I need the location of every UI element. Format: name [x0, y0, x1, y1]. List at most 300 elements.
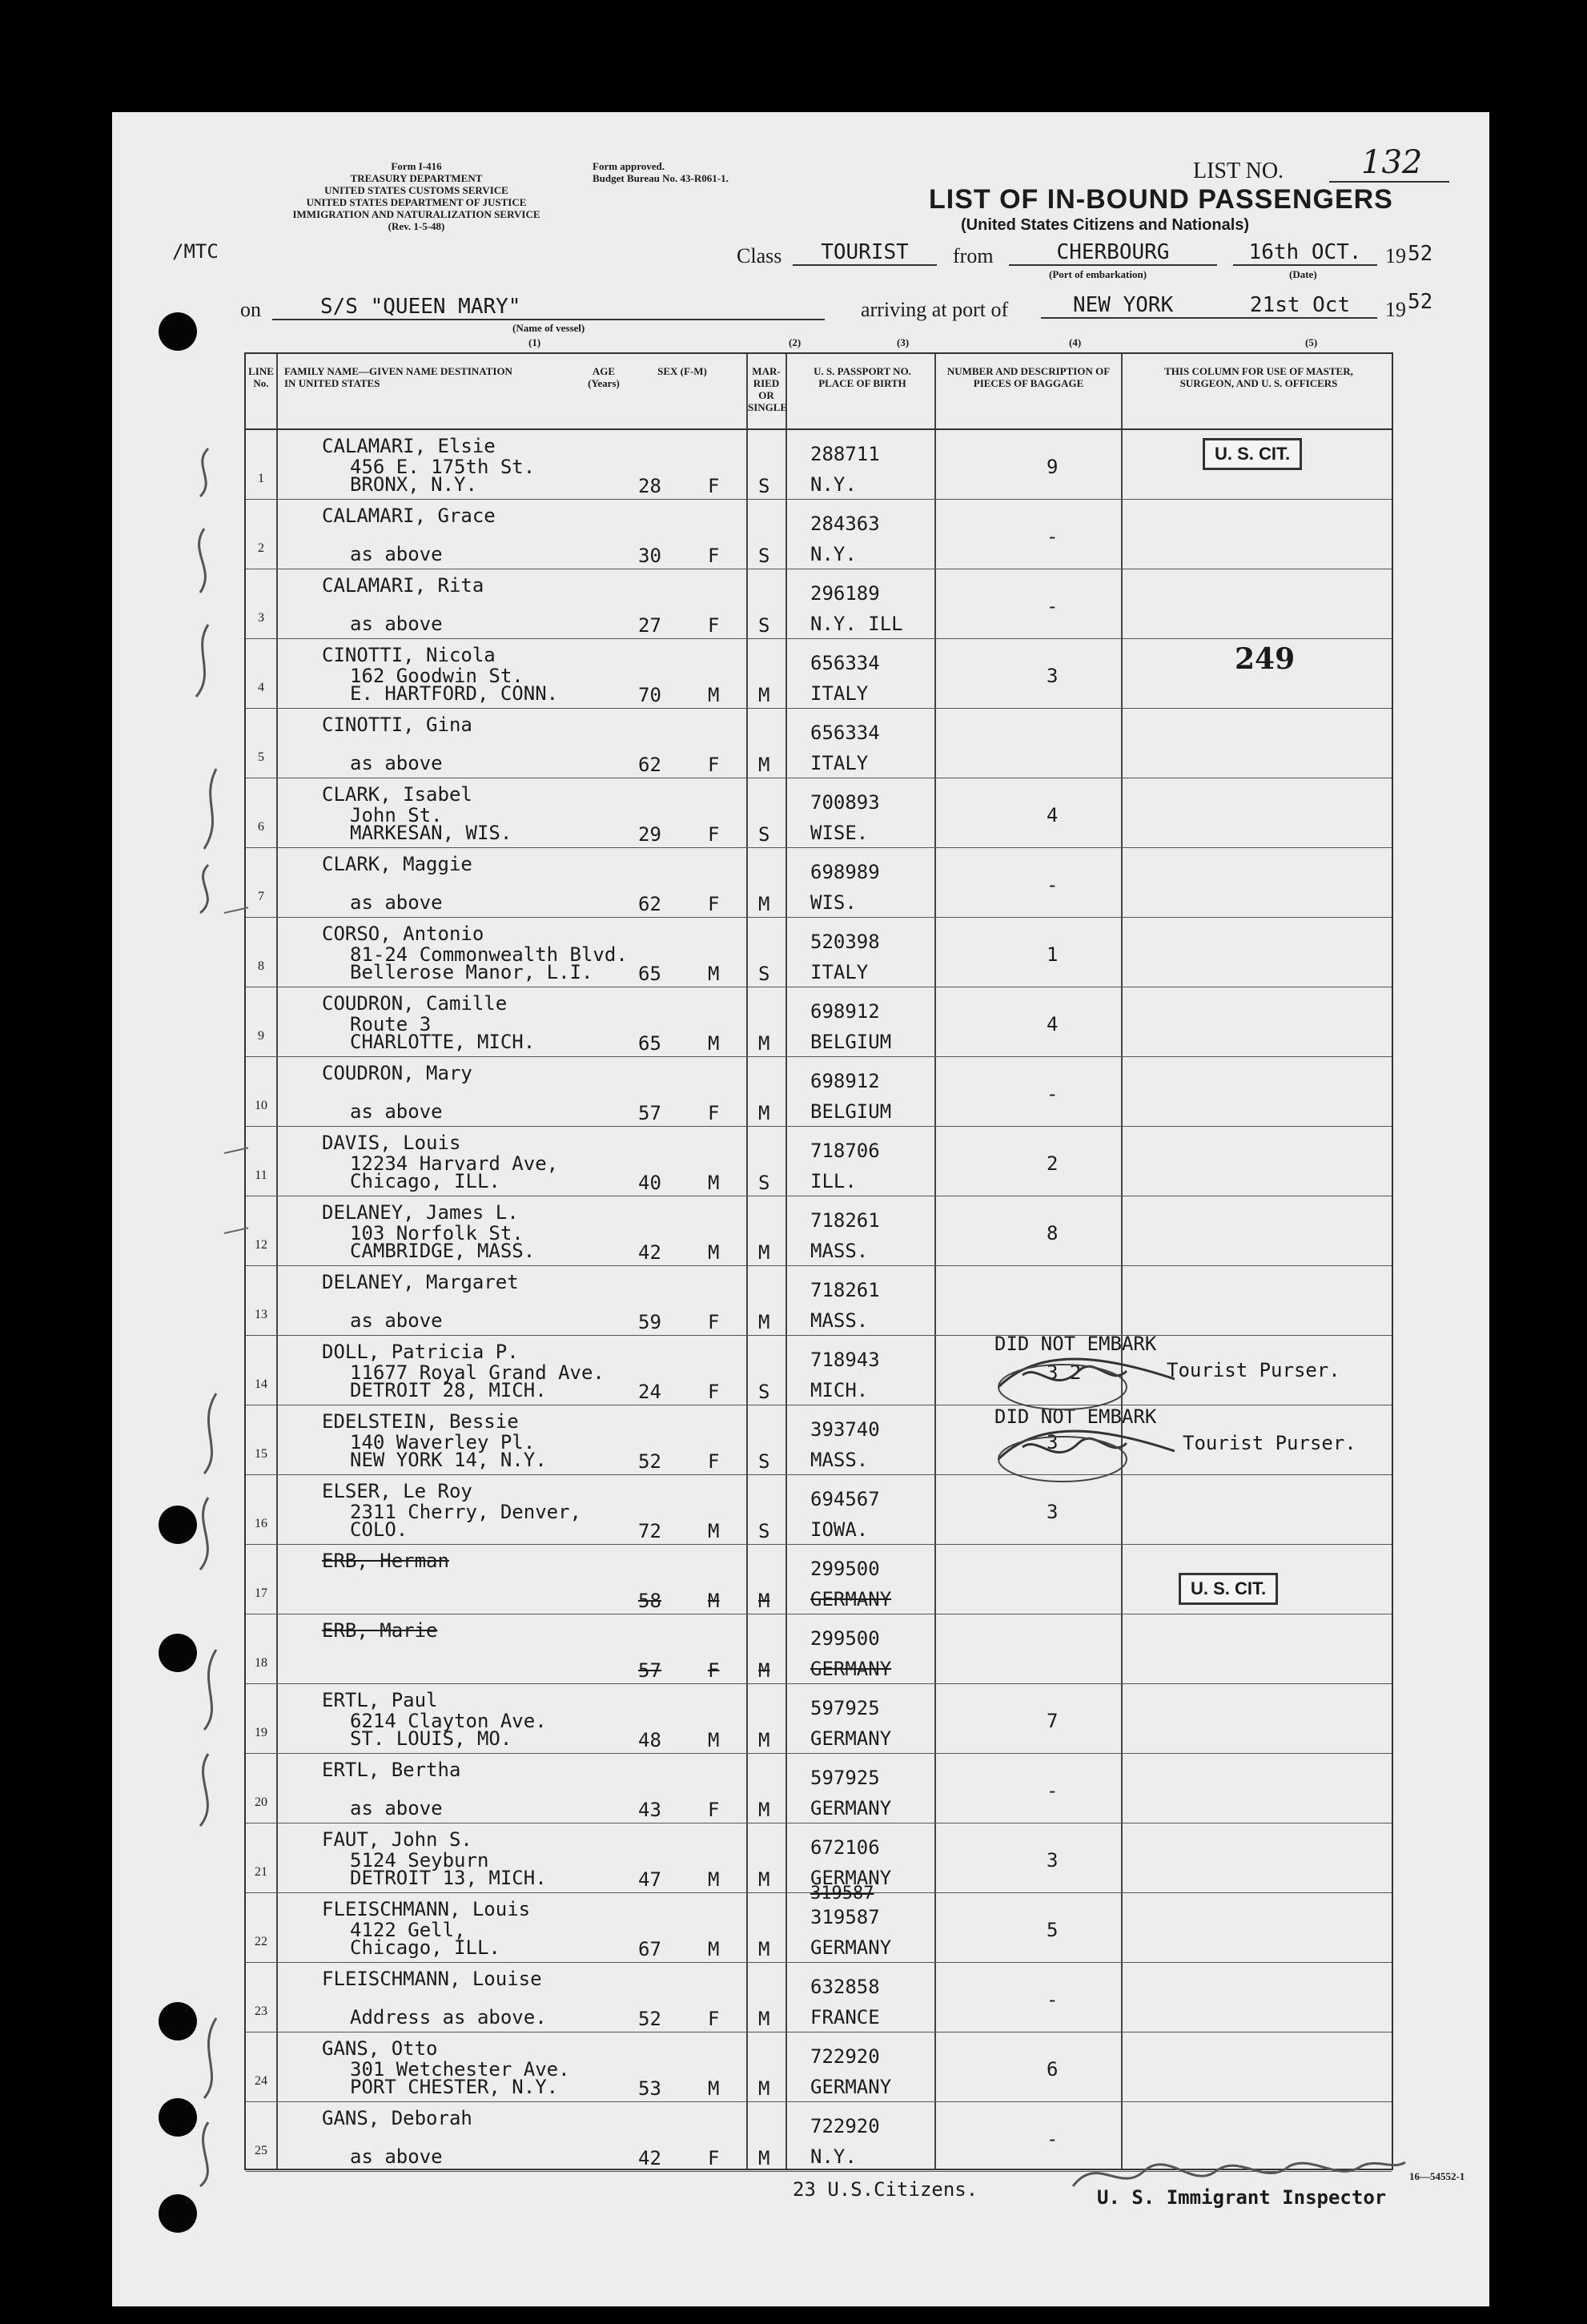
- passport-number: 296189: [810, 582, 880, 605]
- passenger-table: [244, 352, 1393, 2170]
- marital-status: M: [758, 1102, 770, 1124]
- passenger-name: DELANEY, Margaret: [322, 1271, 519, 1293]
- age-value: 40: [638, 1172, 661, 1194]
- column-ref-2: (2): [789, 336, 802, 348]
- struck-passport-number: 319587: [810, 1884, 874, 1904]
- address-street: 4122 Gell,: [350, 1919, 466, 1941]
- address-street: Route 3: [350, 1013, 432, 1035]
- class-label: Class: [737, 244, 782, 267]
- did-not-embark-note: DID NOT EMBARK: [994, 1405, 1157, 1428]
- marital-status: M: [758, 754, 770, 776]
- place-of-birth: GERMANY: [810, 1797, 892, 1819]
- year-prefix: 19: [1385, 244, 1406, 267]
- baggage-count: 7: [1047, 1710, 1059, 1732]
- port-caption: (Port of embarkation): [1049, 268, 1147, 280]
- line-number: 1: [258, 472, 264, 485]
- place-of-birth: GERMANY: [810, 1867, 892, 1889]
- passenger-name: FLEISCHMANN, Louis: [322, 1898, 531, 1920]
- port-of-embarkation: CHERBOURG: [1009, 240, 1217, 266]
- page-title: LIST OF IN-BOUND PASSENGERS: [929, 184, 1393, 215]
- us-citizen-stamp: U. S. CIT.: [1179, 1573, 1278, 1605]
- baggage-count: 3 2: [1047, 1361, 1082, 1384]
- purser-signature: [990, 1339, 1231, 1483]
- marital-status: M: [758, 1659, 770, 1682]
- address-city: Bellerose Manor, L.I.: [350, 961, 593, 983]
- on-label: on: [240, 298, 261, 321]
- passenger-name: DELANEY, James L.: [322, 1201, 519, 1224]
- marital-status: M: [758, 2147, 770, 2169]
- passenger-name: ERTL, Bertha: [322, 1759, 461, 1781]
- list-number-label: LIST NO.: [1193, 159, 1284, 183]
- marital-status: M: [758, 2077, 770, 2100]
- baggage-count: 2: [1047, 1152, 1059, 1175]
- place-of-birth: GERMANY: [810, 1588, 892, 1610]
- passenger-name: CALAMARI, Grace: [322, 505, 496, 527]
- customs-label: UNITED STATES CUSTOMS SERVICE: [324, 184, 508, 196]
- did-not-embark-note: DID NOT EMBARK: [994, 1333, 1157, 1355]
- sex-value: M: [708, 684, 720, 706]
- address-city: E. HARTFORD, CONN.: [350, 682, 559, 705]
- address-city: as above: [350, 891, 443, 914]
- vessel-name: S/S "QUEEN MARY": [272, 295, 825, 320]
- place-of-birth: WIS.: [810, 891, 857, 914]
- vessel-caption: (Name of vessel): [512, 322, 585, 334]
- place-of-birth: MASS.: [810, 1240, 869, 1262]
- address-street: 5124 Seyburn: [350, 1849, 489, 1872]
- address-street: 6214 Clayton Ave.: [350, 1710, 547, 1732]
- departure-date: 16th OCT.: [1233, 240, 1377, 266]
- address-street: 12234 Harvard Ave,: [350, 1152, 559, 1175]
- arrival-year: 52: [1408, 290, 1433, 314]
- address-city: ST. LOUIS, MO.: [350, 1727, 512, 1750]
- table-row: [246, 1893, 1392, 1963]
- baggage-count: 4: [1047, 804, 1059, 826]
- passenger-name: CORSO, Antonio: [322, 923, 484, 945]
- sex-value: F: [708, 823, 720, 846]
- age-value: 24: [638, 1381, 661, 1403]
- place-of-birth: WISE.: [810, 822, 869, 844]
- passenger-name: EDELSTEIN, Bessie: [322, 1410, 519, 1433]
- margin-handwriting: [160, 432, 248, 2194]
- place-of-birth: ILL.: [810, 1170, 857, 1192]
- address-street: 140 Waverley Pl.: [350, 1431, 536, 1454]
- passport-number: 718943: [810, 1349, 880, 1371]
- us-citizen-stamp: U. S. CIT.: [1203, 438, 1302, 470]
- table-row: [246, 1196, 1392, 1266]
- table-header: [246, 354, 1392, 430]
- place-of-birth: BELGIUM: [810, 1031, 892, 1053]
- line-number: 22: [255, 1935, 267, 1948]
- line-number: 25: [255, 2144, 267, 2157]
- passport-number: 656334: [810, 722, 880, 744]
- marital-status: M: [758, 1868, 770, 1891]
- address-city: as above: [350, 1797, 443, 1819]
- passport-number: 718261: [810, 1209, 880, 1232]
- address-city: NEW YORK 14, N.Y.: [350, 1449, 547, 1471]
- passport-number: 722920: [810, 2045, 880, 2068]
- sex-value: M: [708, 2077, 720, 2100]
- ins-label: IMMIGRATION AND NATURALIZATION SERVICE: [292, 208, 540, 220]
- address-city: PORT CHESTER, N.Y.: [350, 2076, 559, 2098]
- passport-number: 597925: [810, 1697, 880, 1719]
- address-city: DETROIT 28, MICH.: [350, 1379, 547, 1401]
- marital-status: M: [758, 1032, 770, 1055]
- age-value: 59: [638, 1311, 661, 1333]
- passenger-name: CLARK, Maggie: [322, 853, 472, 875]
- marital-status: M: [758, 1241, 770, 1264]
- passport-number: 718261: [810, 1279, 880, 1301]
- sex-value: M: [708, 1241, 720, 1264]
- passport-number: 694567: [810, 1488, 880, 1510]
- approval-block: [593, 160, 833, 184]
- sex-value: F: [708, 1659, 720, 1682]
- sex-value: F: [708, 1799, 720, 1821]
- place-of-birth: N.Y.: [810, 473, 857, 496]
- place-of-birth: BELGIUM: [810, 1100, 892, 1123]
- line-number: 6: [258, 820, 264, 834]
- table-row: [246, 1127, 1392, 1196]
- header-age: AGE (Years): [588, 365, 620, 389]
- line-number: 17: [255, 1586, 267, 1600]
- header-passport: U. S. PASSPORT NO. PLACE OF BIRTH: [814, 365, 911, 389]
- baggage-count: 4: [1047, 1013, 1059, 1035]
- passenger-name: ERTL, Paul: [322, 1689, 438, 1711]
- passport-number: 299500: [810, 1627, 880, 1650]
- table-row: [246, 1475, 1392, 1545]
- address-street: 2311 Cherry, Denver,: [350, 1501, 581, 1523]
- age-value: 57: [638, 1659, 661, 1682]
- address-city: DETROIT 13, MICH.: [350, 1867, 547, 1889]
- baggage-count: 8: [1047, 1222, 1059, 1244]
- address-city: as above: [350, 1309, 443, 1332]
- marital-status: S: [758, 1450, 770, 1473]
- baggage-count: -: [1047, 525, 1059, 548]
- address-street: John St.: [350, 804, 443, 826]
- place-of-birth: GERMANY: [810, 2076, 892, 2098]
- sex-value: F: [708, 1381, 720, 1403]
- sex-value: F: [708, 893, 720, 915]
- marital-status: S: [758, 475, 770, 497]
- age-value: 70: [638, 684, 661, 706]
- address-city: as above: [350, 1100, 443, 1123]
- date-caption: (Date): [1289, 268, 1317, 280]
- age-value: 42: [638, 2147, 661, 2169]
- passenger-name: ERB, Herman: [322, 1550, 449, 1572]
- justice-label: UNITED STATES DEPARTMENT OF JUSTICE: [306, 196, 527, 208]
- address-street: 81-24 Commonwealth Blvd.: [350, 943, 628, 966]
- place-of-birth: GERMANY: [810, 1727, 892, 1750]
- passenger-name: COUDRON, Mary: [322, 1062, 472, 1084]
- header-married: MAR-RIED OR SINGLE: [748, 365, 788, 413]
- address-city: Address as above.: [350, 2006, 547, 2028]
- sex-value: F: [708, 545, 720, 567]
- address-city: CAMBRIDGE, MASS.: [350, 1240, 536, 1262]
- passenger-name: FAUT, John S.: [322, 1828, 472, 1851]
- place-of-birth: N.Y.: [810, 543, 857, 565]
- line-number: 13: [255, 1308, 267, 1321]
- table-row: [246, 1823, 1392, 1893]
- passenger-manifest-page: [112, 112, 1489, 2306]
- line-number: 24: [255, 2074, 267, 2088]
- baggage-count: -: [1047, 874, 1059, 896]
- approval-label: Form approved.: [593, 160, 665, 172]
- sex-value: M: [708, 1520, 720, 1542]
- table-row: [246, 1614, 1392, 1684]
- tourist-purser-note: Tourist Purser.: [1183, 1432, 1356, 1454]
- passport-number: 393740: [810, 1418, 880, 1441]
- age-value: 28: [638, 475, 661, 497]
- age-value: 52: [638, 2008, 661, 2030]
- address-city: as above: [350, 752, 443, 774]
- baggage-count: 3: [1047, 1431, 1059, 1454]
- marital-status: M: [758, 1311, 770, 1333]
- baggage-count: -: [1047, 595, 1059, 617]
- place-of-birth: IOWA.: [810, 1518, 869, 1541]
- passenger-name: CLARK, Isabel: [322, 783, 472, 806]
- place-of-birth: N.Y. ILL: [810, 613, 903, 635]
- baggage-count: -: [1047, 1779, 1059, 1802]
- line-number: 12: [255, 1238, 267, 1252]
- sex-value: F: [708, 614, 720, 637]
- place-of-birth: ITALY: [810, 752, 869, 774]
- table-row: [246, 848, 1392, 918]
- passport-number: 698912: [810, 1070, 880, 1092]
- sex-value: F: [708, 754, 720, 776]
- table-row: [246, 1684, 1392, 1754]
- passport-number: 722920: [810, 2115, 880, 2137]
- arrival-year-prefix: 19: [1385, 298, 1406, 321]
- passport-number: 700893: [810, 791, 880, 814]
- marital-status: S: [758, 1520, 770, 1542]
- line-number: 16: [255, 1517, 267, 1530]
- line-number: 9: [258, 1029, 264, 1043]
- marital-status: S: [758, 545, 770, 567]
- line-number: 3: [258, 611, 264, 625]
- age-value: 47: [638, 1868, 661, 1891]
- passport-number: 520398: [810, 931, 880, 953]
- list-number-line: [1329, 181, 1449, 183]
- age-value: 65: [638, 963, 661, 985]
- marital-status: S: [758, 823, 770, 846]
- header-baggage: NUMBER AND DESCRIPTION OF PIECES OF BAGGAGE: [946, 365, 1111, 389]
- inspector-label: U. S. Immigrant Inspector: [1097, 2186, 1387, 2209]
- passenger-name: CINOTTI, Gina: [322, 714, 472, 736]
- age-value: 42: [638, 1241, 661, 1264]
- sex-value: M: [708, 1868, 720, 1891]
- passenger-name: COUDRON, Camille: [322, 992, 508, 1015]
- place-of-birth: MICH.: [810, 1379, 869, 1401]
- place-of-birth: N.Y.: [810, 2145, 857, 2168]
- age-value: 43: [638, 1799, 661, 1821]
- line-number: 7: [258, 890, 264, 903]
- table-row: [246, 569, 1392, 639]
- age-value: 30: [638, 545, 661, 567]
- table-row: [246, 2032, 1392, 2102]
- list-number-value: 132: [1361, 144, 1423, 181]
- baggage-count: -: [1047, 1083, 1059, 1105]
- marital-status: S: [758, 1381, 770, 1403]
- baggage-count: 3: [1047, 1849, 1059, 1872]
- annotation-249: 249: [1235, 642, 1296, 676]
- arrival-port: NEW YORK: [1073, 293, 1174, 317]
- age-value: 29: [638, 823, 661, 846]
- baggage-count: -: [1047, 2128, 1059, 2150]
- address-city: as above: [350, 543, 443, 565]
- marital-status: S: [758, 614, 770, 637]
- print-code: 16—54552-1: [1409, 2170, 1465, 2182]
- passenger-name: DOLL, Patricia P.: [322, 1341, 519, 1363]
- baggage-count: 3: [1047, 1501, 1059, 1523]
- address-city: COLO.: [350, 1518, 408, 1541]
- treasury-label: TREASURY DEPARTMENT: [350, 172, 483, 184]
- table-row: [246, 778, 1392, 848]
- place-of-birth: ITALY: [810, 682, 869, 705]
- arrival-date: 21st Oct: [1249, 293, 1351, 317]
- sex-value: F: [708, 2008, 720, 2030]
- sex-value: M: [708, 1938, 720, 1960]
- passport-number: 288711: [810, 443, 880, 465]
- mtc-mark: /MTC: [172, 240, 219, 263]
- age-value: 72: [638, 1520, 661, 1542]
- passport-number: 284363: [810, 513, 880, 535]
- table-row: [246, 500, 1392, 569]
- column-ref-1: (1): [528, 336, 541, 348]
- age-value: 58: [638, 1590, 661, 1612]
- sex-value: F: [708, 2147, 720, 2169]
- passport-number: 698989: [810, 861, 880, 883]
- binder-hole: [159, 2194, 197, 2233]
- passport-number: 698912: [810, 1000, 880, 1023]
- passenger-name: GANS, Deborah: [322, 2107, 472, 2129]
- sex-value: F: [708, 1311, 720, 1333]
- address-street: 162 Goodwin St.: [350, 665, 524, 687]
- age-value: 65: [638, 1032, 661, 1055]
- age-value: 53: [638, 2077, 661, 2100]
- sex-value: F: [708, 1102, 720, 1124]
- line-number: 5: [258, 750, 264, 764]
- baggage-count: 1: [1047, 943, 1059, 966]
- marital-status: M: [758, 1799, 770, 1821]
- age-value: 62: [638, 893, 661, 915]
- passenger-name: ELSER, Le Roy: [322, 1480, 472, 1502]
- passport-number: 597925: [810, 1767, 880, 1789]
- passenger-name: CINOTTI, Nicola: [322, 644, 496, 666]
- table-row: [246, 987, 1392, 1057]
- address-city: BRONX, N.Y.: [350, 473, 477, 496]
- line-number: 18: [255, 1656, 267, 1670]
- passport-number: 718706: [810, 1140, 880, 1162]
- arrival-port-and-date: [1041, 293, 1377, 319]
- table-row: [246, 639, 1392, 709]
- sex-value: F: [708, 1450, 720, 1473]
- passenger-name: CALAMARI, Elsie: [322, 435, 496, 457]
- passenger-name: ERB, Marie: [322, 1619, 438, 1642]
- passenger-name: FLEISCHMANN, Louise: [322, 1968, 542, 1990]
- table-row: [246, 1963, 1392, 2032]
- place-of-birth: MASS.: [810, 1309, 869, 1332]
- column-ref-5: (5): [1305, 336, 1318, 348]
- marital-status: M: [758, 2008, 770, 2030]
- address-street: 301 Wetchester Ave.: [350, 2058, 570, 2081]
- line-number: 19: [255, 1726, 267, 1739]
- page-subtitle: (United States Citizens and Nationals): [961, 216, 1250, 234]
- age-value: 52: [638, 1450, 661, 1473]
- table-row: [246, 1266, 1392, 1336]
- place-of-birth: GERMANY: [810, 1936, 892, 1959]
- form-number: Form I-416: [391, 160, 442, 172]
- class-value: TOURIST: [793, 240, 937, 266]
- marital-status: M: [758, 893, 770, 915]
- passport-number: 672106: [810, 1836, 880, 1859]
- table-row: [246, 1754, 1392, 1823]
- line-number: 2: [258, 541, 264, 555]
- place-of-birth: MASS.: [810, 1449, 869, 1471]
- table-row: [246, 709, 1392, 778]
- address-city: CHARLOTTE, MICH.: [350, 1031, 536, 1053]
- marital-status: M: [758, 684, 770, 706]
- age-value: 57: [638, 1102, 661, 1124]
- binder-hole: [159, 312, 197, 351]
- sex-value: F: [708, 475, 720, 497]
- from-label: from: [953, 244, 994, 267]
- sex-value: M: [708, 1729, 720, 1751]
- address-city: as above: [350, 613, 443, 635]
- passenger-name: GANS, Otto: [322, 2037, 438, 2060]
- header-line-no: LINE No.: [248, 365, 274, 389]
- header-officers: THIS COLUMN FOR USE OF MASTER, SURGEON, AND U. S. OFFICERS: [1164, 365, 1353, 389]
- marital-status: S: [758, 963, 770, 985]
- line-number: 4: [258, 681, 264, 694]
- header-name: FAMILY NAME—GIVEN NAME DESTINATION IN UNITED STATES: [284, 365, 512, 389]
- sex-value: M: [708, 1590, 720, 1612]
- line-number: 20: [255, 1795, 267, 1809]
- year-value: 52: [1408, 242, 1433, 266]
- passenger-name: CALAMARI, Rita: [322, 574, 484, 597]
- marital-status: M: [758, 1590, 770, 1612]
- place-of-birth: ITALY: [810, 961, 869, 983]
- form-agency-block: [264, 160, 569, 232]
- passport-number: 299500: [810, 1558, 880, 1580]
- marital-status: M: [758, 1729, 770, 1751]
- column-ref-4: (4): [1069, 336, 1082, 348]
- address-street: 11677 Royal Grand Ave.: [350, 1361, 605, 1384]
- line-number: 23: [255, 2004, 267, 2018]
- header-sex: SEX (F-M): [657, 365, 707, 377]
- line-number: 10: [255, 1099, 267, 1112]
- age-value: 62: [638, 754, 661, 776]
- sex-value: M: [708, 1172, 720, 1194]
- table-row: [246, 918, 1392, 987]
- line-number: 14: [255, 1377, 267, 1391]
- place-of-birth: GERMANY: [810, 1658, 892, 1680]
- line-number: 21: [255, 1865, 267, 1879]
- marital-status: M: [758, 1938, 770, 1960]
- address-city: Chicago, ILL.: [350, 1170, 500, 1192]
- arriving-label: arriving at port of: [861, 298, 1009, 321]
- address-street: 103 Norfolk St.: [350, 1222, 524, 1244]
- budget-label: Budget Bureau No. 43-R061-1.: [593, 172, 729, 184]
- sex-value: M: [708, 963, 720, 985]
- baggage-count: 5: [1047, 1919, 1059, 1941]
- passport-number: 319587: [810, 1906, 880, 1928]
- age-value: 27: [638, 614, 661, 637]
- place-of-birth: FRANCE: [810, 2006, 880, 2028]
- revision-label: (Rev. 1-5-48): [388, 220, 445, 232]
- address-city: MARKESAN, WIS.: [350, 822, 512, 844]
- passenger-name: DAVIS, Louis: [322, 1132, 461, 1154]
- table-row: [246, 1057, 1392, 1127]
- column-ref-3: (3): [897, 336, 910, 348]
